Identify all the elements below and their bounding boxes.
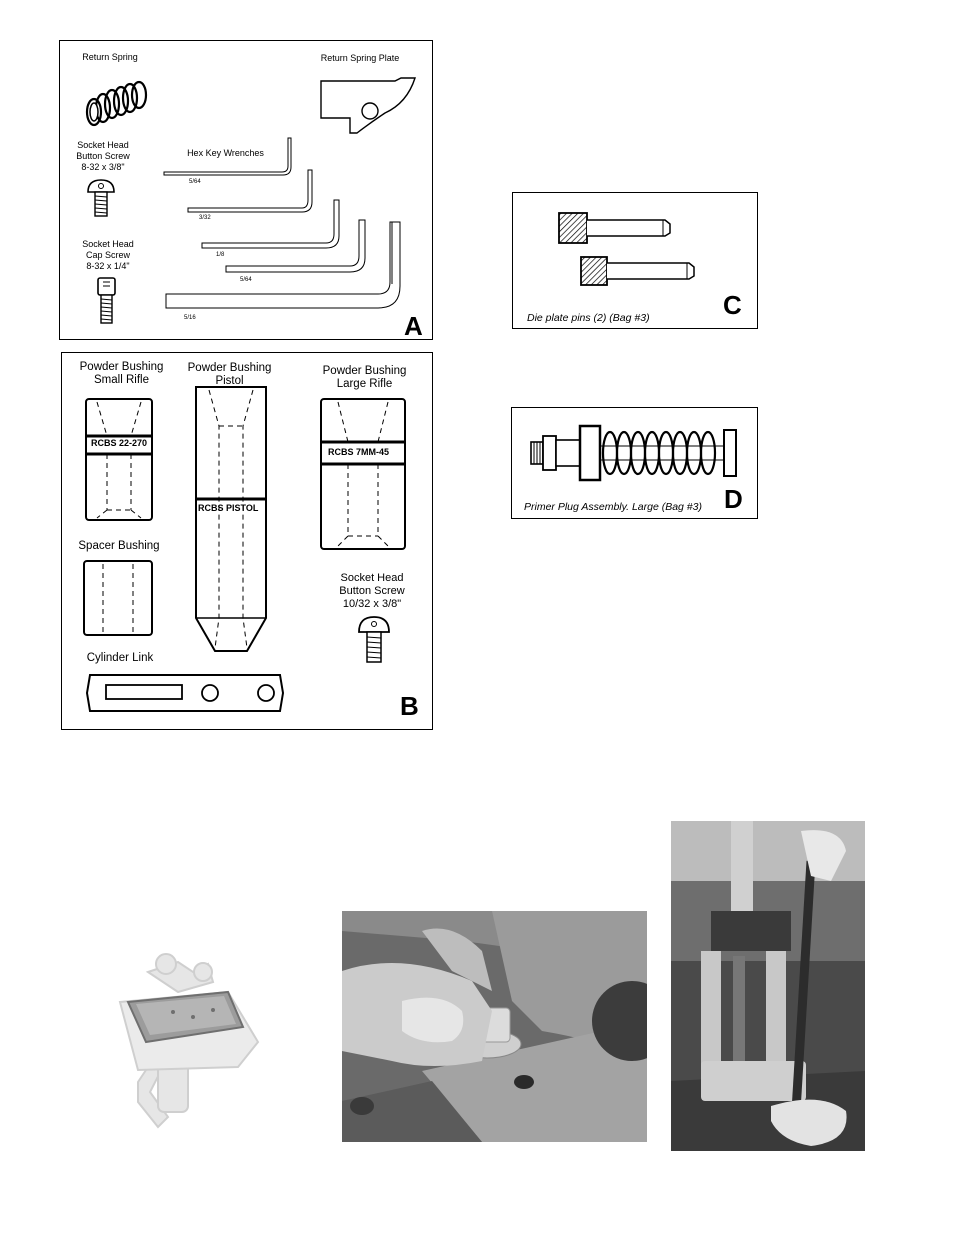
return-spring-icon — [82, 79, 157, 129]
button-screw-b-label: Socket Head Button Screw 10/32 x 3/8" — [339, 572, 405, 610]
hex-size-label: 3/32 — [199, 215, 211, 221]
panel-c — [512, 192, 758, 329]
return-spring-plate-label: Return Spring Plate — [320, 53, 400, 63]
hex-keys-label: Hex Key Wrenches — [187, 148, 264, 158]
photo-installing-bolt — [342, 911, 647, 1142]
cap-screw-label: Socket Head Cap Screw 8-32 x 1/4" — [82, 239, 134, 271]
panel-letter-d: D — [724, 484, 743, 514]
small-rifle-label: Powder Bushing Small Rifle — [79, 361, 164, 386]
panel-letter-b: B — [400, 691, 419, 721]
panel-c-caption: Die plate pins (2) (Bag #3) — [527, 312, 650, 324]
button-screw-icon — [86, 179, 116, 219]
small-rifle-bushing-icon — [85, 398, 155, 523]
button-screw-b-icon — [357, 616, 391, 666]
cap-screw-icon — [95, 277, 120, 327]
photo-press-handle — [671, 821, 865, 1151]
primer-plug-assembly-icon — [528, 422, 743, 482]
small-rifle-marking: RCBS 22-270 — [91, 438, 148, 448]
panel-d — [511, 407, 758, 519]
spacer-bushing-icon — [83, 560, 155, 638]
panel-letter-a: A — [404, 311, 423, 341]
pistol-label: Powder Bushing Pistol — [187, 362, 272, 387]
panel-b — [61, 352, 433, 730]
pistol-bushing-icon — [195, 386, 270, 656]
press-ghost-icon — [118, 942, 268, 1132]
panel-letter-c: C — [723, 290, 742, 320]
return-spring-label: Return Spring — [82, 52, 138, 62]
cylinder-link-label: Cylinder Link — [86, 652, 154, 664]
hex-size-label: 5/16 — [184, 315, 196, 321]
die-plate-pins-icon — [557, 211, 707, 291]
button-screw-label: Socket Head Button Screw 8-32 x 3/8" — [76, 140, 130, 172]
pistol-marking: RCBS PISTOL — [198, 503, 259, 513]
hex-size-label: 1/8 — [216, 252, 225, 258]
hex-key-wrenches-icon — [160, 136, 420, 316]
large-rifle-label: Powder Bushing Large Rifle — [322, 365, 407, 390]
large-rifle-bushing-icon — [320, 398, 410, 553]
large-rifle-marking: RCBS 7MM-45 — [328, 447, 390, 457]
return-spring-plate-icon — [315, 73, 420, 138]
panel-d-caption: Primer Plug Assembly. Large (Bag #3) — [524, 501, 702, 513]
hex-size-label: 5/64 — [240, 277, 252, 283]
panel-a — [59, 40, 433, 340]
cylinder-link-icon — [84, 673, 286, 713]
hex-size-label: 5/64 — [189, 179, 201, 185]
spacer-bushing-label: Spacer Bushing — [78, 540, 160, 552]
